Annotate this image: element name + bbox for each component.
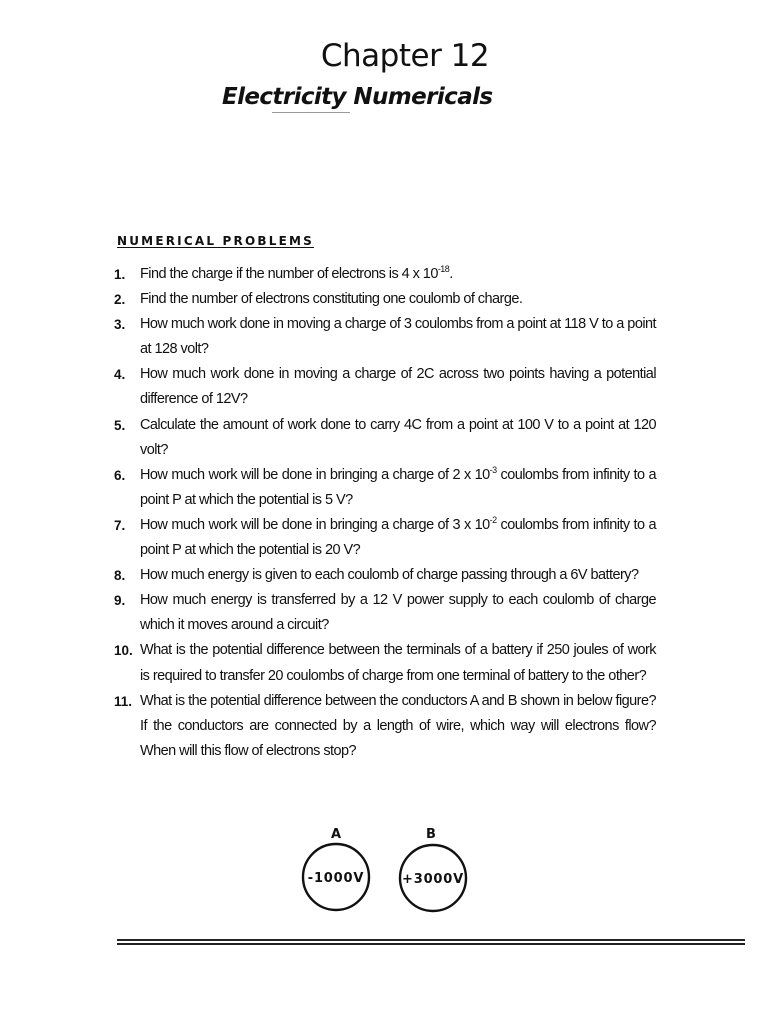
problem-text: How much work done in moving a charge of 3 coulombs from a point at 118 V to a point at 128 volt? xyxy=(140,316,656,358)
problem-number: 2. xyxy=(114,292,126,308)
problem-item xyxy=(114,689,656,764)
problem-text: What is the potential difference between the terminals of a battery if 250 joules of work is required to transfer 20 coulombs of charge from one terminal of battery to the other? xyxy=(140,642,656,684)
problem-number: 10. xyxy=(114,643,133,659)
conductors-figure xyxy=(300,824,480,919)
exponent: -3 xyxy=(489,464,497,475)
problem-text: Find the number of electrons constituting one coulomb of charge. xyxy=(140,291,523,308)
problem-text: What is the potential difference between the conductors A and B shown in below figure? If the conductors are connected by a length of wire, which way will electrons flow? When will this flow of electrons stop? xyxy=(140,692,656,759)
problem-item xyxy=(114,262,656,287)
chapter-subtitle: Electricity Numericals xyxy=(222,84,493,110)
conductor-a-potential: -1000V xyxy=(307,871,365,886)
problem-item xyxy=(114,413,656,463)
problem-number: 5. xyxy=(114,417,126,433)
conductor-b-label: B xyxy=(426,827,436,842)
problem-text: How much work will be done in bringing a charge of 2 x $10^{-3}$ coulombs from infinity to a point P at which the potential is 5 V? xyxy=(140,464,657,508)
conductor-b-potential: +3000V xyxy=(402,872,464,887)
problem-item xyxy=(114,513,656,563)
exponent: -2 xyxy=(489,515,497,526)
problem-text: Find the charge if the number of electrons is 4 x $10^{-18}$. xyxy=(140,264,453,282)
problem-number: 7. xyxy=(114,517,126,533)
problem-number: 1. xyxy=(114,267,126,282)
section-heading: NUMERICAL PROBLEMS xyxy=(117,234,314,248)
problem-item xyxy=(114,362,656,412)
chapter-title: Chapter 12 xyxy=(320,38,490,74)
exponent: -18 xyxy=(437,264,450,275)
problem-number: 6. xyxy=(114,467,126,483)
conductor-a-label: A xyxy=(330,827,342,842)
problem-text: How much work will be done in bringing a charge of 3 x $10^{-2}$ coulombs from infinity to a point P at which the potential is 20 V? xyxy=(140,515,657,559)
problem-number: 11. xyxy=(114,693,133,709)
problem-list xyxy=(114,262,656,764)
problem-number: 3. xyxy=(114,317,126,333)
problem-text: Calculate the amount of work done to carry 4C from a point at 100 V to a point at 120 volt? xyxy=(140,416,656,458)
problem-text: How much energy is transferred by a 12 V power supply to each coulomb of charge which it moves around a circuit? xyxy=(140,592,656,634)
problem-item xyxy=(114,563,656,588)
problem-item xyxy=(114,312,656,362)
page-rule-bottom xyxy=(117,943,745,945)
page-rule-top xyxy=(117,939,745,941)
problem-item xyxy=(114,287,656,312)
subtitle-underline xyxy=(272,112,350,113)
problem-item xyxy=(114,638,656,688)
problem-item xyxy=(114,588,656,638)
problem-number: 9. xyxy=(114,593,126,609)
problem-text: How much energy is given to each coulomb of charge passing through a 6V battery? xyxy=(140,567,639,584)
problem-number: 8. xyxy=(114,568,126,584)
problem-item xyxy=(114,463,656,513)
problem-number: 4. xyxy=(114,367,126,383)
problem-text: How much work done in moving a charge of 2C across two points having a potential difference of 12V? xyxy=(140,366,656,408)
